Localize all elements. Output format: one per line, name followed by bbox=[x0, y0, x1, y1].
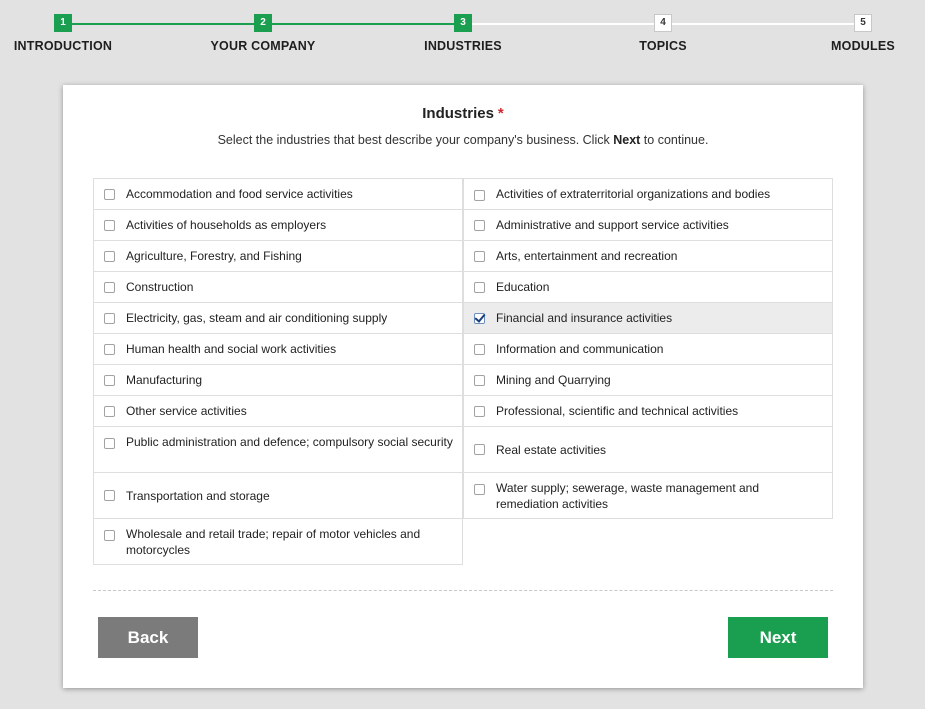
industry-label: Arts, entertainment and recreation bbox=[496, 249, 678, 263]
step-topics bbox=[593, 14, 733, 53]
industry-label: Activities of extraterritorial organizations and bodies bbox=[496, 187, 771, 201]
step-number: 1 bbox=[54, 14, 72, 32]
industry-checkbox[interactable] bbox=[474, 251, 485, 262]
industry-label: Transportation and storage bbox=[126, 489, 270, 503]
industry-checkbox[interactable] bbox=[104, 490, 115, 501]
instructions bbox=[63, 133, 863, 147]
industries-column-right bbox=[463, 178, 833, 519]
industry-option-other-service-activities[interactable] bbox=[93, 395, 463, 427]
industry-label: Human health and social work activities bbox=[126, 342, 337, 356]
instructions-text: Select the industries that best describe your company's business. Click bbox=[217, 133, 610, 147]
industry-checkbox[interactable] bbox=[104, 438, 115, 449]
industry-checkbox[interactable] bbox=[104, 251, 115, 262]
industry-checkbox[interactable] bbox=[474, 444, 485, 455]
step-number: 2 bbox=[254, 14, 272, 32]
industry-option-professional-scientific-and-technical-ac[interactable] bbox=[463, 395, 833, 427]
industry-checkbox[interactable] bbox=[474, 313, 485, 324]
page-title bbox=[63, 105, 863, 122]
instructions-next-word: Next bbox=[613, 133, 641, 147]
industry-option-education[interactable] bbox=[463, 271, 833, 303]
industry-checkbox[interactable] bbox=[474, 220, 485, 231]
industry-option-transportation-and-storage[interactable] bbox=[93, 472, 463, 519]
instructions-text-end: to continue. bbox=[643, 133, 709, 147]
industry-option-information-and-communication[interactable] bbox=[463, 333, 833, 365]
step-label: MODULES bbox=[831, 39, 895, 53]
industry-label: Real estate activities bbox=[496, 443, 607, 457]
step-introduction[interactable] bbox=[0, 14, 133, 53]
industry-option-manufacturing[interactable] bbox=[93, 364, 463, 396]
industry-checkbox[interactable] bbox=[474, 282, 485, 293]
back-button[interactable]: Back bbox=[98, 617, 198, 658]
step-modules bbox=[793, 14, 925, 53]
footer-divider bbox=[93, 590, 833, 591]
step-number: 3 bbox=[454, 14, 472, 32]
industry-label: Electricity, gas, steam and air conditioning supply bbox=[126, 311, 388, 325]
step-number: 4 bbox=[654, 14, 672, 32]
industry-option-human-health-and-social-work-activities[interactable] bbox=[93, 333, 463, 365]
step-label: INDUSTRIES bbox=[424, 39, 502, 53]
industry-option-activities-of-households-as-employers[interactable] bbox=[93, 209, 463, 241]
industry-checkbox[interactable] bbox=[474, 344, 485, 355]
industry-label: Professional, scientific and technical activities bbox=[496, 404, 739, 418]
industry-option-water-supply-sewerage-waste-management-a[interactable] bbox=[463, 472, 833, 519]
industry-checkbox[interactable] bbox=[104, 189, 115, 200]
industry-option-electricity-gas-steam-and-air-conditioni[interactable] bbox=[93, 302, 463, 334]
required-marker: * bbox=[497, 105, 504, 122]
industry-label: Accommodation and food service activities bbox=[126, 187, 353, 201]
industry-option-financial-and-insurance-activities[interactable] bbox=[463, 302, 833, 334]
industry-checkbox[interactable] bbox=[104, 282, 115, 293]
industry-option-accommodation-and-food-service-activitie[interactable] bbox=[93, 178, 463, 210]
industry-checkbox[interactable] bbox=[474, 375, 485, 386]
industry-label: Agriculture, Forestry, and Fishing bbox=[126, 249, 302, 263]
industry-option-agriculture-forestry-and-fishing[interactable] bbox=[93, 240, 463, 272]
industry-label: Manufacturing bbox=[126, 373, 203, 387]
step-label: INTRODUCTION bbox=[13, 39, 113, 53]
progress-stepper bbox=[0, 0, 925, 70]
industry-label: Activities of households as employers bbox=[126, 218, 327, 232]
step-industries[interactable] bbox=[393, 14, 533, 53]
industry-option-arts-entertainment-and-recreation[interactable] bbox=[463, 240, 833, 272]
industry-option-public-administration-and-defence-compul[interactable] bbox=[93, 426, 463, 473]
industry-label: Information and communication bbox=[496, 342, 664, 356]
next-button[interactable]: Next bbox=[728, 617, 828, 658]
industry-checkbox[interactable] bbox=[104, 406, 115, 417]
step-your-company[interactable] bbox=[193, 14, 333, 53]
industry-label: Public administration and defence; compulsory social security bbox=[126, 435, 453, 449]
industry-option-wholesale-and-retail-trade-repair-of-mot[interactable] bbox=[93, 518, 463, 565]
step-label: TOPICS bbox=[639, 39, 687, 53]
industry-label: Education bbox=[496, 280, 550, 294]
industry-label: Administrative and support service activities bbox=[496, 218, 729, 232]
industry-label: Wholesale and retail trade; repair of motor vehicles and motorcycles bbox=[126, 527, 421, 557]
industry-label: Construction bbox=[126, 280, 194, 294]
industry-option-administrative-and-support-service-activ[interactable] bbox=[463, 209, 833, 241]
industry-option-construction[interactable] bbox=[93, 271, 463, 303]
industry-checkbox[interactable] bbox=[474, 190, 485, 201]
industry-label: Mining and Quarrying bbox=[496, 373, 611, 387]
page-title-text: Industries bbox=[422, 105, 494, 122]
industry-label: Financial and insurance activities bbox=[496, 311, 673, 325]
industry-checkbox[interactable] bbox=[104, 220, 115, 231]
industries-card bbox=[63, 85, 863, 688]
industries-column-left bbox=[93, 178, 463, 565]
industry-label: Other service activities bbox=[126, 404, 247, 418]
industry-checkbox[interactable] bbox=[104, 344, 115, 355]
industry-option-mining-and-quarrying[interactable] bbox=[463, 364, 833, 396]
step-label: YOUR COMPANY bbox=[210, 39, 316, 53]
industry-checkbox[interactable] bbox=[104, 375, 115, 386]
industry-checkbox[interactable] bbox=[104, 530, 115, 541]
industry-checkbox[interactable] bbox=[474, 406, 485, 417]
industry-option-activities-of-extraterritorial-organizat[interactable] bbox=[463, 178, 833, 210]
industry-checkbox[interactable] bbox=[474, 484, 485, 495]
industry-option-real-estate-activities[interactable] bbox=[463, 426, 833, 473]
industry-checkbox[interactable] bbox=[104, 313, 115, 324]
industry-label: Water supply; sewerage, waste management and remediation activities bbox=[496, 481, 760, 511]
step-number: 5 bbox=[854, 14, 872, 32]
